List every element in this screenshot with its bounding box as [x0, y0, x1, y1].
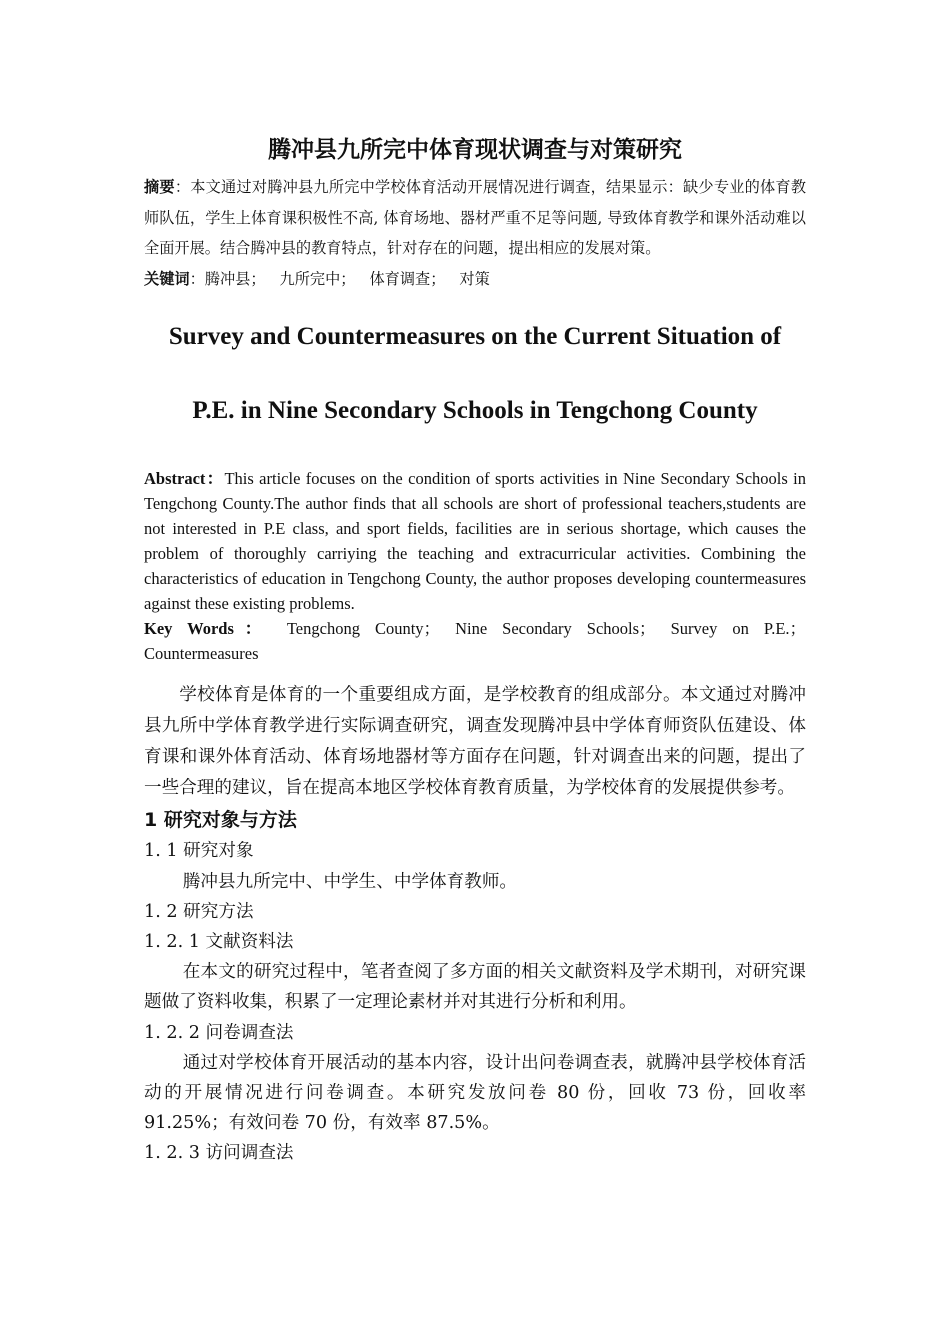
chinese-keywords [144, 264, 806, 294]
english-title-line2: P.E. in Nine Secondary Schools in Tengchong County [192, 396, 758, 424]
english-abstract-text: This article focuses on the condition of sports activities in Nine Secondary Schools in Tengchong County.The author finds that all schools are short of professional teachers,students are not interested in P.E class, and sport fields, facilities are in serious shortage, which causes the problem of thoroughly carriying the teaching and extracurricular activities. Combining the characteristics of education in Tengchong County, the author proposes developing countermeasures against these existing problems. [144, 468, 806, 613]
english-keyword: Nine Secondary Schools； [455, 618, 656, 638]
introduction-paragraph: 学校体育是体育的一个重要组成方面，是学校教育的组成部分。本文通过对腾冲县九所中学体育教学进行实际调查研究，调查发现腾冲县中学体育师资队伍建设、体育课和课外体育活动、体育场地器材等方面存在问题，针对调查出来的问题，提出了一些合理的建议，旨在提高本地区学校体育教育质量，为学校体育的发展提供参考。 [144, 684, 806, 799]
document-page [144, 128, 806, 1169]
chinese-keywords-label: 关键词 [144, 269, 190, 288]
english-title-line1: Survey and Countermeasures on the Current Situation of [168, 322, 782, 350]
chinese-title: 腾冲县九所完中体育现状调查与对策研究 [268, 137, 682, 163]
subsection-1-1-text: 腾冲县九所完中、中学生、中学体育教师。 [182, 871, 518, 892]
chinese-abstract-label: 摘要 [144, 178, 175, 196]
english-abstract [144, 466, 806, 616]
chinese-abstract-colon: ： [174, 178, 191, 196]
english-keywords-label: Key Words： [144, 618, 273, 638]
chinese-keyword: 体育调查； [369, 269, 446, 288]
method-2-heading: 1. 2. 2 问卷调查法 [144, 1022, 294, 1043]
subsection-1-1-heading: 1. 1 研究对象 [144, 841, 254, 862]
english-keywords [144, 616, 806, 641]
english-keyword: Tengchong County； [286, 618, 441, 638]
english-abstract-label: Abstract： [144, 468, 225, 488]
english-keyword: Survey on P.E.； [670, 618, 807, 638]
chinese-abstract [144, 172, 806, 264]
method-1-heading: 1. 2. 1 文献资料法 [144, 931, 294, 952]
method-3-heading: 1. 2. 3 访问调查法 [144, 1143, 294, 1164]
method-2-text: 通过对学校体育开展活动的基本内容，设计出问卷调查表，就腾冲县学校体育活动的开展情况进行问卷调查。本研究发放问卷 80 份，回收 73 份，回收率 91.25%；有效问卷 70 份，有效率 87.5%。 [144, 1052, 806, 1134]
method-1-text: 在本文的研究过程中，笔者查阅了多方面的相关文献资料及学术期刊，对研究课题做了资料收集，积累了一定理论素材并对其进行分析和利用。 [144, 962, 806, 1013]
chinese-keyword: 对策 [459, 269, 490, 288]
english-title [144, 300, 806, 448]
english-keyword-last: Countermeasures [144, 643, 259, 663]
subsection-1-2-heading: 1. 2 研究方法 [144, 901, 254, 922]
chinese-keyword: 九所完中； [279, 269, 356, 288]
chinese-abstract-text: 本文通过对腾冲县九所完中学校体育活动开展情况进行调查，结果显示：缺少专业的体育教师队伍，学生上体育课积极性不高, 体育场地、器材严重不足等问题, 导致体育教学和课外活动难以全面开展。结合腾冲县的教育特点，针对存在的问题，提出相应的发展对策。 [144, 178, 807, 257]
chinese-keywords-colon: ： [189, 269, 205, 288]
chinese-keyword: 腾冲县； [204, 269, 266, 288]
section-1-heading: 1 研究对象与方法 [144, 809, 297, 832]
